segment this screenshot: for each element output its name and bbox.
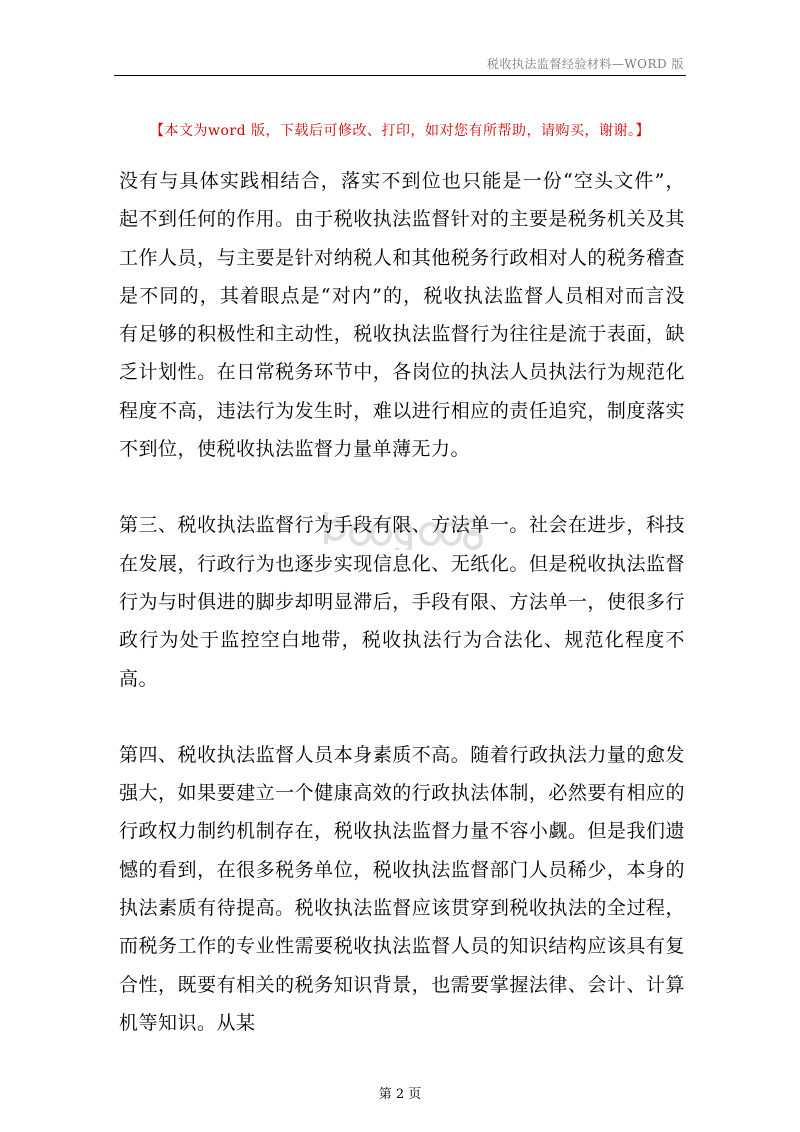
body-text	[119, 162, 685, 1042]
paragraph-continuation: 没有与具体实践相结合，落实不到位也只能是一份“空头文件”，起不到任何的作用。由于税收执法监督针对的主要是税务机关及其工作人员，与主要是针对纳税人和其他税务行政相对人的税务稽查是不同的，其着眼点是“对内”的，税收执法监督人员相对而言没有足够的积极性和主动性，税收执法监督行为往往是流于表面，缺乏计划性。在日常税务环节中，各岗位的执法人员执法行为规范化程度不高，违法行为发生时，难以进行相应的责任追究，制度落实不到位，使税收执法监督力量单薄无力。	[119, 170, 685, 461]
page-number: 第 2 页	[378, 1087, 422, 1102]
header-rule	[114, 75, 686, 76]
paragraph-third-point: 第三、税收执法监督行为手段有限、方法单一。社会在进步，科技在发展，行政行为也逐步实现信息化、无纸化。但是税收执法监督行为与时俱进的脚步却明显滞后，手段有限、方法单一，使很多行政行为处于监控空白地带，税收执法行为合法化、规范化程度不高。	[119, 514, 685, 690]
running-header: 税收执法监督经验材料—WORD 版	[486, 57, 684, 71]
purchase-notice: 【本文为word 版，下载后可修改、打印，如对您有所帮助，请购买，谢谢。】	[149, 123, 650, 139]
paragraph-fourth-point: 第四、税收执法监督人员本身素质不高。随着行政执法力量的愈发强大，如果要建立一个健康高效的行政执法体制，必然要有相应的行政权力制约机制存在，税收执法监督力量不容小觑。但是我们遗憾的看到，在很多税务单位，税收执法监督部门人员稀少，本身的执法素质有待提高。税收执法监督应该贯穿到税收执法的全过程，而税务工作的专业性需要税收执法监督人员的知识结构应该具有复合性，既要有相关的税务知识背景，也需要掌握法律、会计、计算机等知识。从某	[119, 743, 685, 1034]
